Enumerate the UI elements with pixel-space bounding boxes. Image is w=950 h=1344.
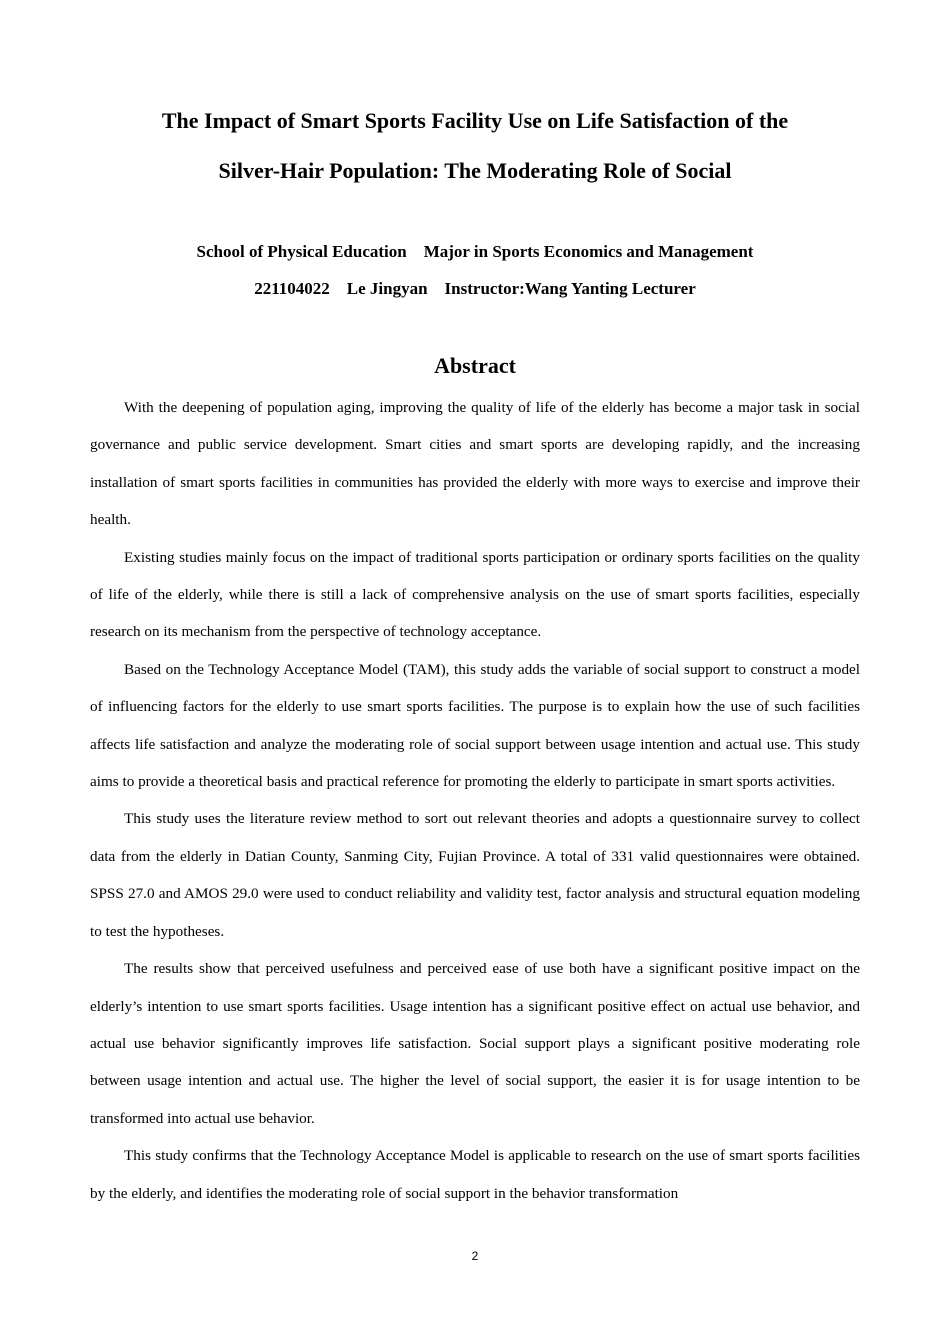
school-major-line: School of Physical Education Major in Sports Economics and Management: [196, 242, 754, 261]
title-line-1: The Impact of Smart Sports Facility Use on Life Satisfaction of the: [161, 108, 789, 133]
abstract-body: [90, 389, 860, 1212]
paper-title: [60, 96, 890, 196]
abstract-paragraph-5: The results show that perceived usefulness and perceived ease of use both have a significant positive impact on the elderly’s intention to use smart sports facilities. Usage intention has a significant positive effect on actual use behavior, and actual use behavior significantly improves life satisfaction. Social support plays a significant positive moderating role between usage intention and actual use. The higher the level of social support, the easier it is for usage intention to be transformed into actual use behavior.: [90, 960, 860, 1127]
author-info: [60, 233, 890, 307]
abstract-paragraph-1: With the deepening of population aging, improving the quality of life of the elderly has become a major task in social governance and public service development. Smart cities and smart sports are developing rapidly, and the increasing installation of smart sports facilities in communities has provided the elderly with more ways to exercise and improve their health.: [90, 399, 860, 529]
abstract-heading: Abstract: [434, 353, 516, 378]
abstract-paragraph-4: This study uses the literature review method to sort out relevant theories and adopts a questionnaire survey to collect data from the elderly in Datian County, Sanming City, Fujian Province. A total of 331 valid questionnaires were obtained. SPSS 27.0 and AMOS 29.0 were used to conduct reliability and validity test, factor analysis and structural equation modeling to test the hypotheses.: [90, 810, 860, 940]
abstract-paragraph-2: Existing studies mainly focus on the impact of traditional sports participation or ordinary sports facilities on the quality of life of the elderly, while there is still a lack of comprehensive analysis on the use of smart sports facilities, especially research on its mechanism from the perspective of technology acceptance.: [90, 548, 860, 641]
title-line-2: Silver-Hair Population: The Moderating Role of Social: [218, 158, 732, 183]
abstract-paragraph-3: Based on the Technology Acceptance Model (TAM), this study adds the variable of social support to construct a model of influencing factors for the elderly to use smart sports facilities. The purpose is to explain how the use of such facilities affects life satisfaction and analyze the moderating role of social support between usage intention and actual use. This study aims to provide a theoretical basis and practical reference for promoting the elderly to participate in smart sports activities.: [90, 660, 860, 791]
page-number: 2: [471, 1249, 479, 1263]
student-instructor-line: 221104022 Le Jingyan Instructor:Wang Yanting Lecturer: [254, 279, 696, 298]
abstract-paragraph-6: This study confirms that the Technology Acceptance Model is applicable to research on the use of smart sports facilities by the elderly, and identifies the moderating role of social support in the behavior transformation: [90, 1147, 860, 1202]
